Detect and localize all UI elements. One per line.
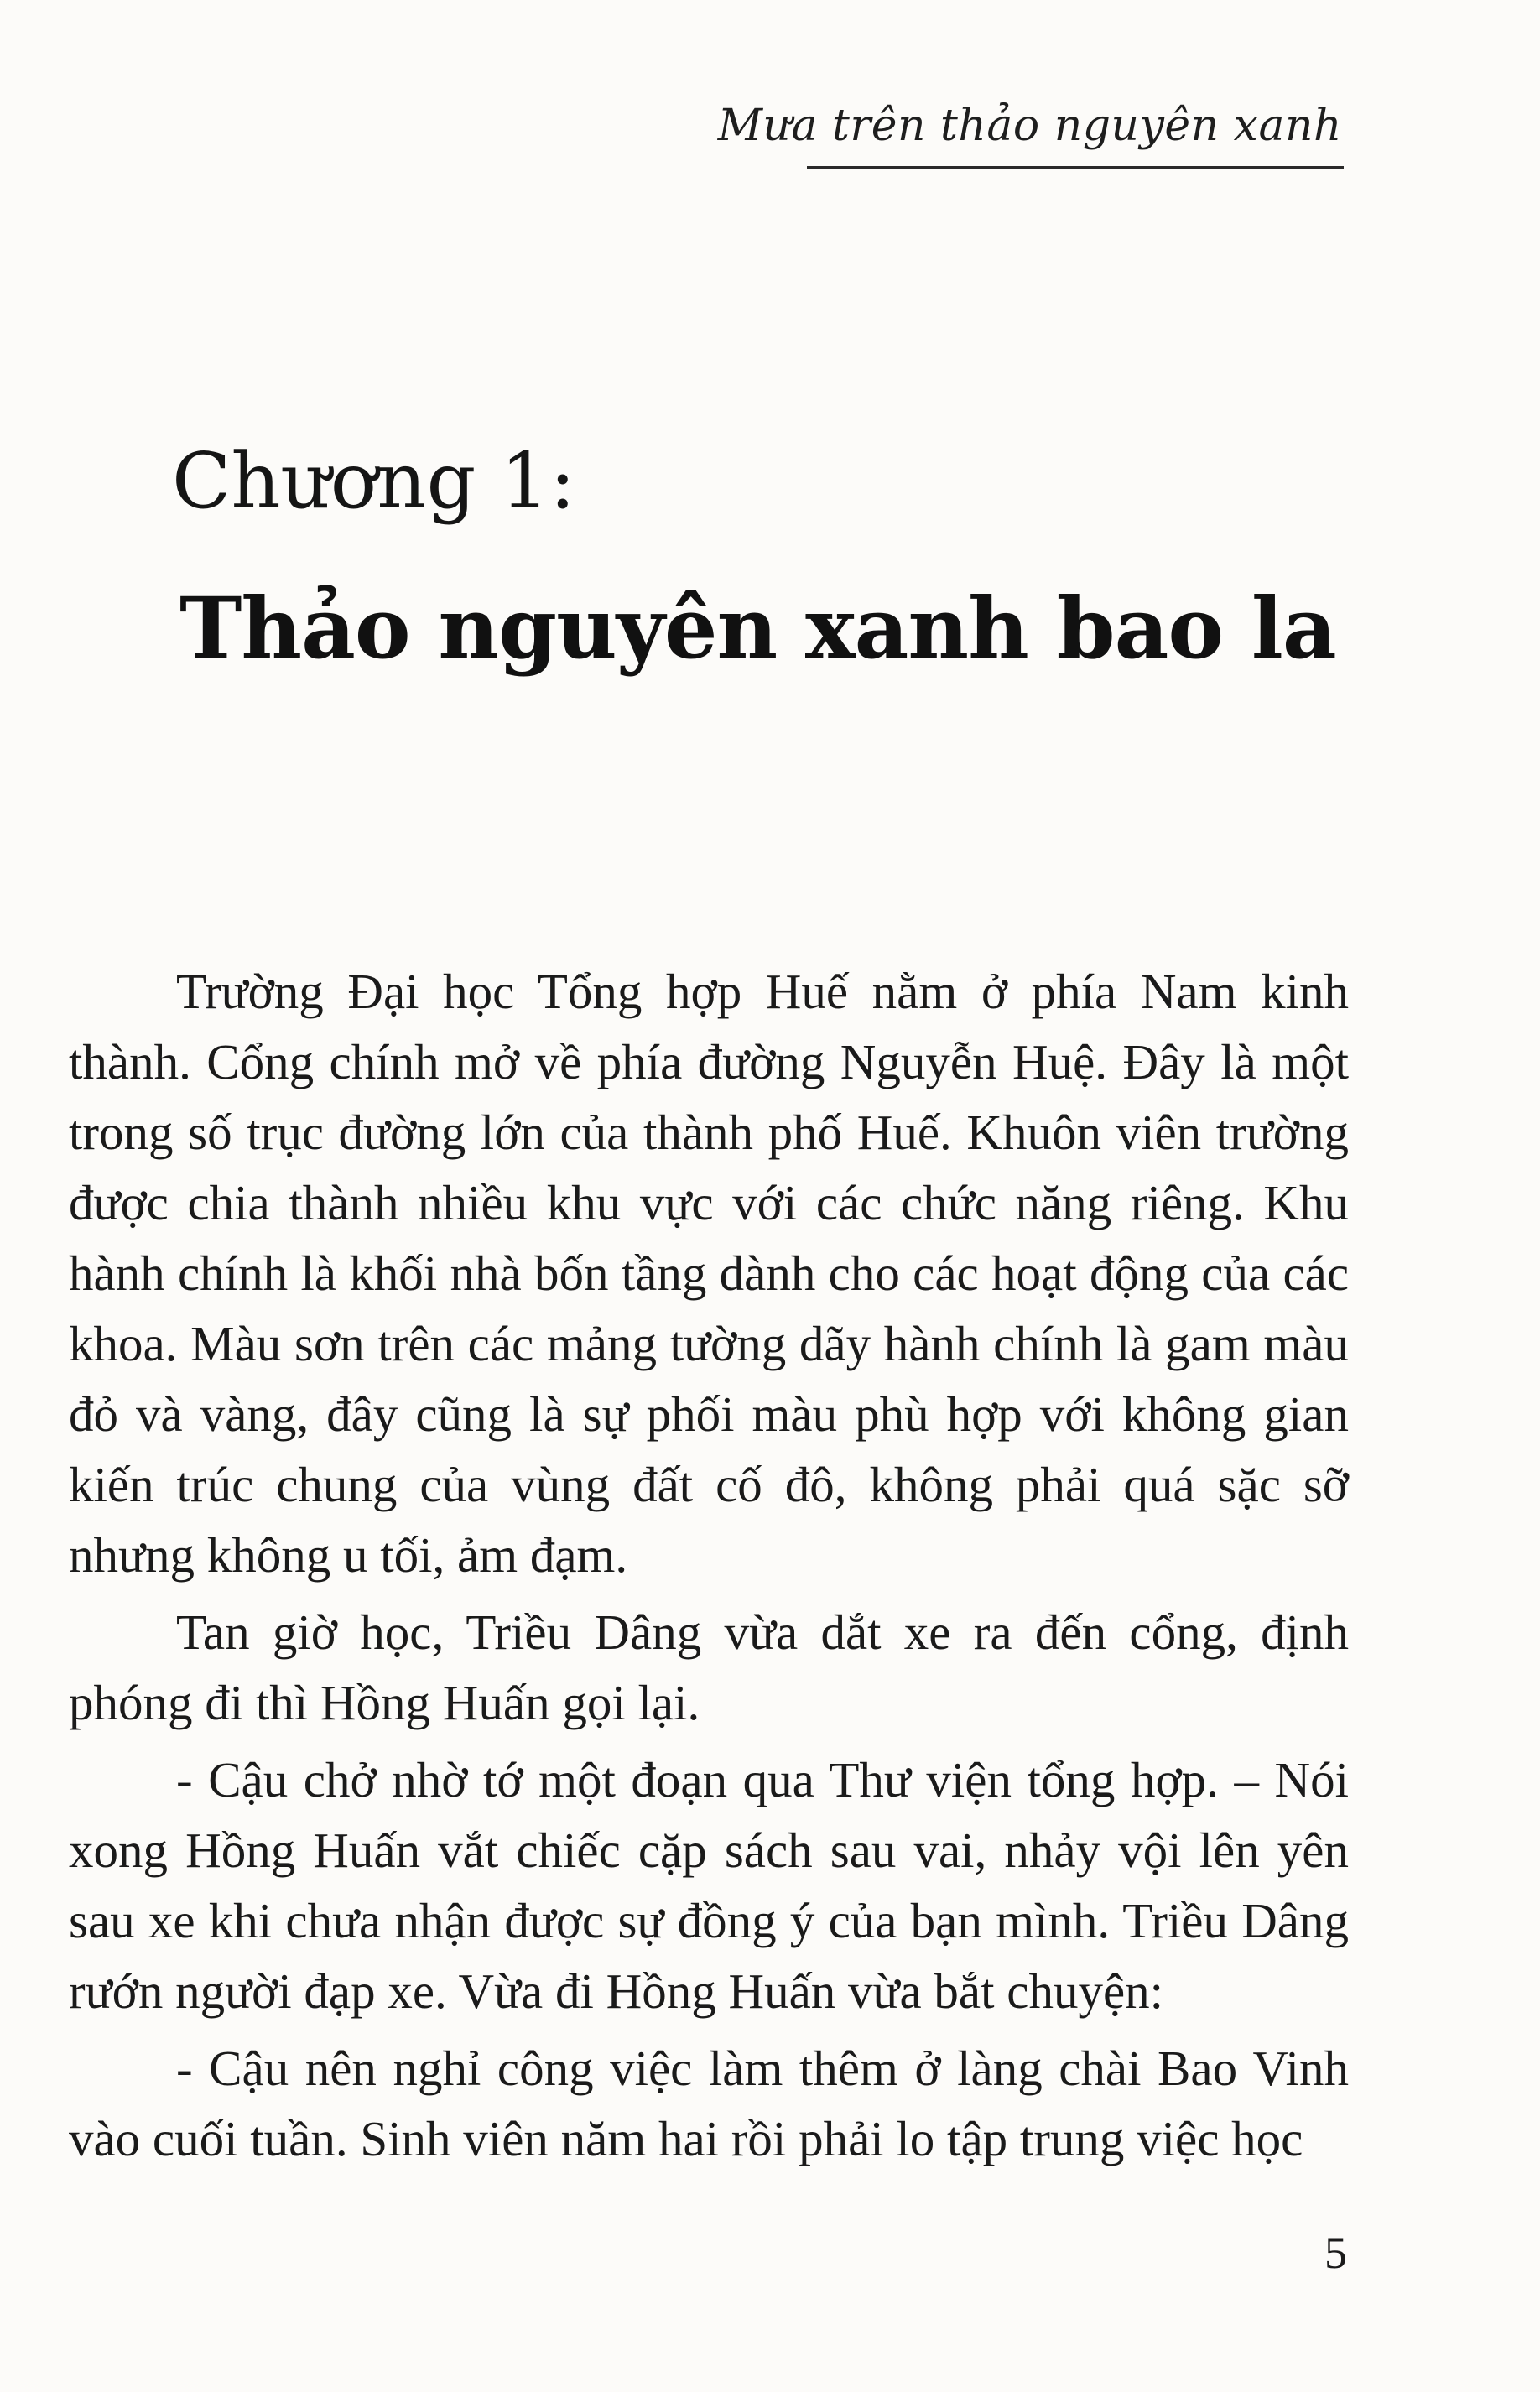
header-underline bbox=[807, 166, 1344, 169]
body-text bbox=[69, 956, 1349, 2181]
page-number: 5 bbox=[1324, 2228, 1347, 2278]
chapter-number: Chương 1: bbox=[172, 436, 576, 526]
paragraph-3: - Cậu chở nhờ tớ một đoạn qua Thư viện tổng hợp. – Nói xong Hồng Huấn vắt chiếc cặp sách sau vai, nhảy vội lên yên sau xe khi chưa nhận được sự đồng ý của bạn mình. Triều Dâng rướn người đạp xe. Vừa đi Hồng Huấn vừa bắt chuyện: bbox=[69, 1752, 1349, 2019]
chapter-title: Thảo nguyên xanh bao la bbox=[179, 579, 1336, 678]
running-header-title: Mưa trên thảo nguyên xanh bbox=[717, 101, 1342, 151]
paragraph-1: Trường Đại học Tổng hợp Huế nằm ở phía Nam kinh thành. Cổng chính mở về phía đường Nguyễn Huệ. Đây là một trong số trục đường lớn của thành phố Huế. Khuôn viên trường được chia thành nhiều khu vực với các chức năng riêng. Khu hành chính là khối nhà bốn tầng dành cho các hoạt động của các khoa. Màu sơn trên các mảng tường dãy hành chính là gam màu đỏ và vàng, đây cũng là sự phối màu phù hợp với không gian kiến trúc chung của vùng đất cố đô, không phải quá sặc sỡ nhưng không u tối, ảm đạm. bbox=[69, 964, 1349, 1583]
paragraph-2: Tan giờ học, Triều Dâng vừa dắt xe ra đến cổng, định phóng đi thì Hồng Huấn gọi lại. bbox=[69, 1604, 1349, 1730]
paragraph-4: - Cậu nên nghỉ công việc làm thêm ở làng chài Bao Vinh vào cuối tuần. Sinh viên năm hai rồi phải lo tập trung việc học bbox=[69, 2041, 1349, 2166]
